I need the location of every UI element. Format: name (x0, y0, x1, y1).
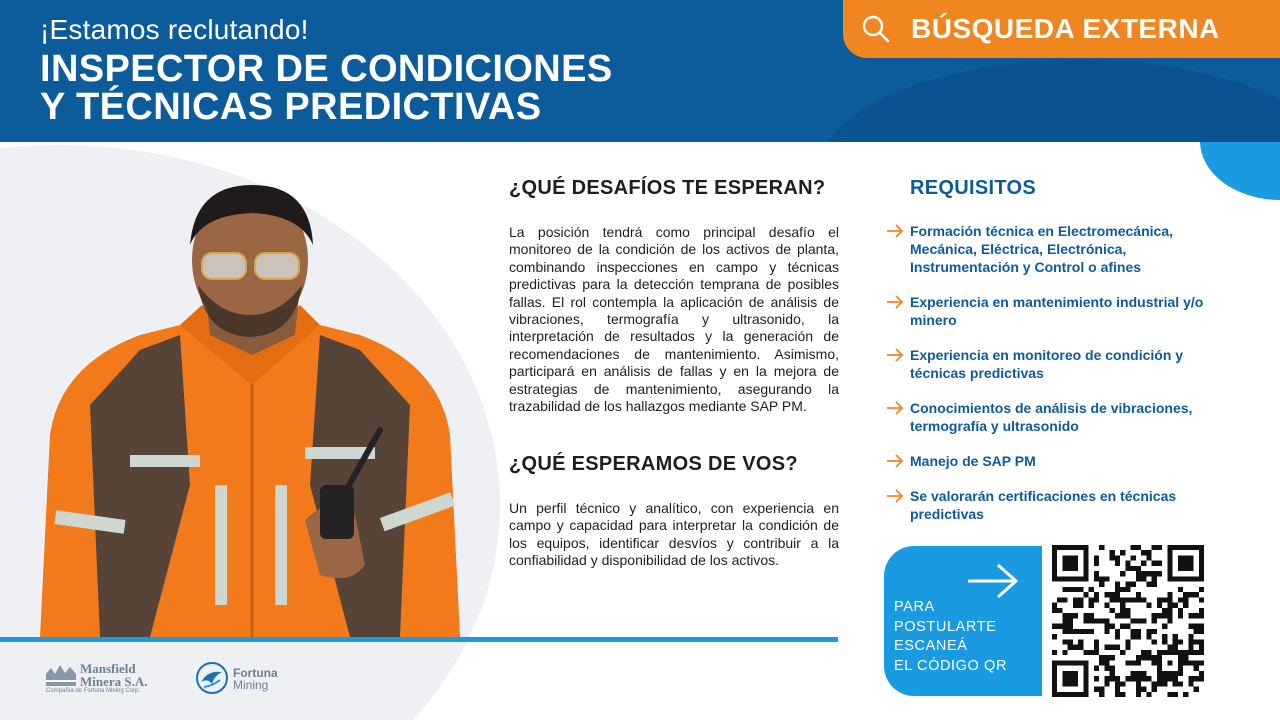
requirement-text: Manejo de SAP PM (910, 453, 1036, 469)
arrow-right-icon (886, 294, 904, 310)
corner-decoration (1200, 142, 1280, 200)
requirements-list (886, 222, 1216, 540)
requirement-item (886, 222, 1216, 276)
requirement-item (886, 399, 1216, 435)
requirement-item (886, 293, 1216, 329)
job-title-line-1: INSPECTOR DE CONDICIONES (40, 48, 613, 90)
worker-photo (30, 185, 470, 637)
requirements-heading: REQUISITOS (910, 177, 1036, 199)
blue-divider-line (0, 637, 838, 642)
job-title (40, 50, 613, 126)
mansfield-mountain-icon (46, 662, 76, 686)
external-search-label: BÚSQUEDA EXTERNA (911, 13, 1220, 44)
arrow-right-icon (886, 453, 904, 469)
requirement-text: Experiencia en monitoreo de condición y técnicas predictivas (910, 347, 1184, 381)
arrow-right-icon (886, 400, 904, 416)
fortuna-swirl-icon (196, 662, 228, 694)
arrow-right-icon (886, 488, 904, 504)
header-shade (820, 60, 1280, 142)
mansfield-name-line-2: Minera S.A. (80, 674, 148, 689)
qr-code[interactable] (1052, 545, 1204, 697)
expectations-text: Un perfil técnico y analítico, con experiencia en campo y capacidad para interpretar la condición de los equipos, identificar desvíos y contribuir a la confiabilidad y disponibilidad de los activos. (509, 500, 839, 569)
mansfield-subtitle: Compañía de Fortuna Mining Corp. (46, 688, 141, 694)
requirement-item (886, 487, 1216, 523)
mansfield-name-line-1: Mansfield (80, 661, 136, 676)
apply-line-1: PARA (894, 599, 935, 615)
recruiting-kicker: ¡Estamos reclutando! (40, 14, 309, 45)
arrow-right-icon (966, 561, 1020, 601)
job-title-line-2: Y TÉCNICAS PREDICTIVAS (40, 86, 542, 128)
external-search-badge (843, 0, 1280, 58)
challenges-text: La posición tendrá como principal desafío el monitoreo de la condición de los activos de planta, combinando inspecciones en campo y técnicas predictivas para la detección temprana de posibles fallas. El rol contempla la aplicación de análisis de vibraciones, termografía y ultrasonido, la interpretación de resultados y la generación de recomendaciones de mantenimiento. Asimismo, participará en análisis de fallas y en la mejora de estrategias de mantenimiento, asegurando la trazabilidad de los hallazgos mediante SAP PM. (509, 224, 839, 415)
apply-cta-box (884, 546, 1042, 696)
apply-line-2: POSTULARTE (894, 618, 997, 635)
requirement-item (886, 452, 1216, 470)
expectations-heading: ¿QUÉ ESPERAMOS DE VOS? (509, 453, 798, 475)
fortuna-name-line-1: Fortuna (233, 666, 278, 680)
apply-line-3: ESCANEÁ (894, 638, 968, 654)
fortuna-logo (196, 662, 306, 696)
fortuna-name-line-2: Mining (233, 678, 269, 692)
arrow-right-icon (886, 347, 904, 363)
requirement-text: Formación técnica en Electromecánica, Mecánica, Eléctrica, Electrónica, Instrumentación y Control o afines (910, 223, 1173, 275)
challenges-heading: ¿QUÉ DESAFÍOS TE ESPERAN? (509, 177, 826, 199)
search-icon (861, 14, 891, 44)
requirement-text: Experiencia en mantenimiento industrial y/o minero (910, 294, 1204, 328)
requirement-text: Conocimientos de análisis de vibraciones, termografía y ultrasonido (910, 400, 1193, 434)
arrow-right-icon (886, 223, 904, 239)
requirement-item (886, 346, 1216, 382)
mansfield-logo (46, 660, 166, 700)
requirement-text: Se valorarán certificaciones en técnicas predictivas (910, 488, 1177, 522)
apply-line-4: EL CÓDIGO QR (894, 657, 1008, 674)
apply-instructions (894, 598, 1034, 676)
